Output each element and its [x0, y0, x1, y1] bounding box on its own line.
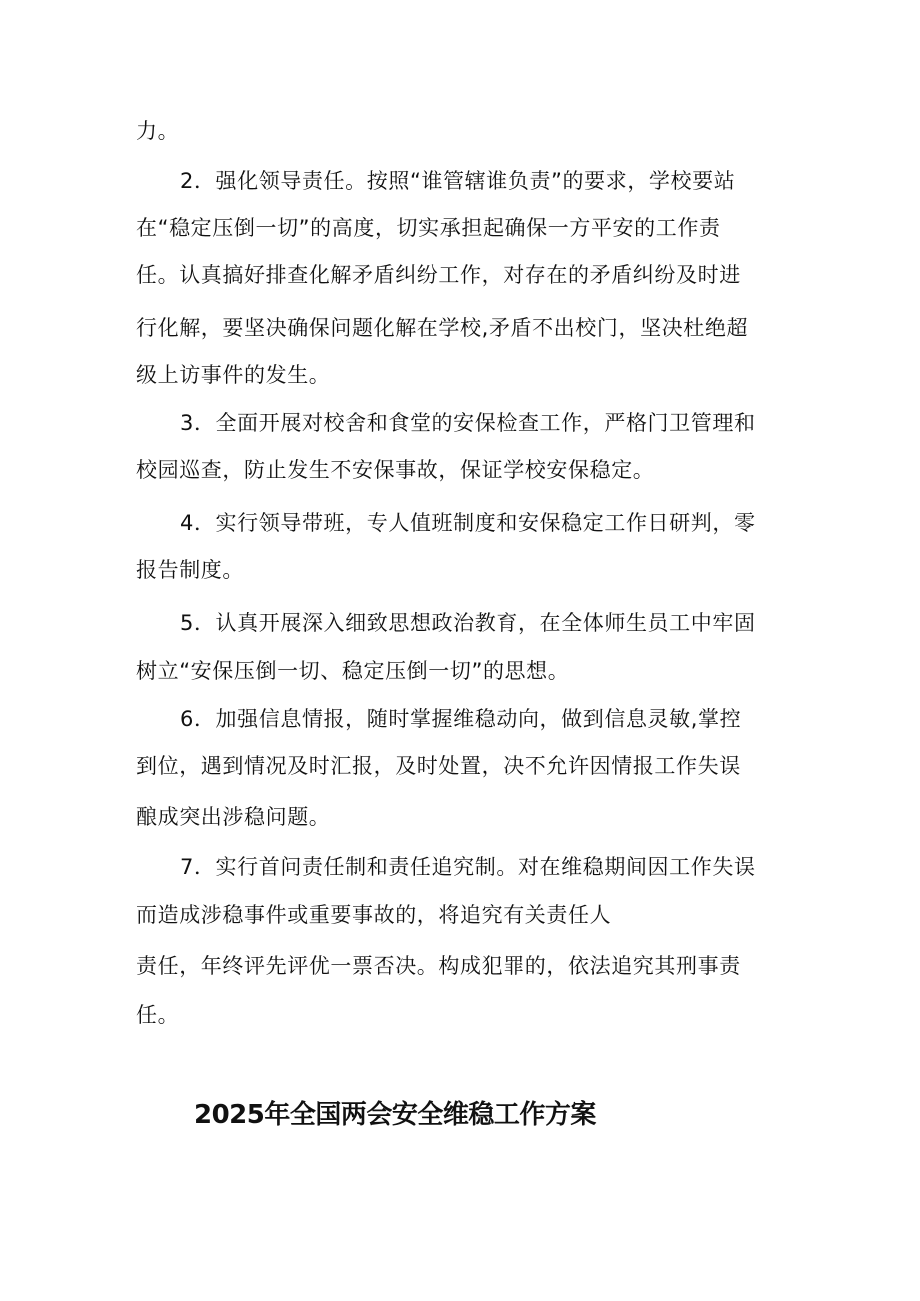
document-heading: 2025年全国两会安全维稳工作方案: [194, 1100, 596, 1130]
text-line-7: 3．全面开展对校舍和食堂的安保检查工作，严格门卫管理和: [180, 411, 756, 435]
text-line-5: 行化解，要坚决确保问题化解在学校,矛盾不出校门，坚决杜绝超: [136, 316, 749, 340]
text-line-1: 力。: [136, 119, 180, 143]
text-line-4: 任。认真搞好排查化解矛盾纠纷工作，对存在的矛盾纠纷及时进: [136, 263, 741, 287]
text-line-8: 校园巡查，防止发生不安保事故，保证学校安保稳定。: [136, 458, 655, 482]
text-line-12: 树立“安保压倒一切、稳定压倒一切”的思想。: [136, 659, 570, 683]
text-line-3: 在“稳定压倒一切”的高度，切实承担起确保一方平安的工作责: [136, 216, 721, 240]
text-line-9: 4．实行领导带班，专人值班制度和安保稳定工作日研判，零: [180, 511, 756, 535]
text-line-6: 级上访事件的发生。: [136, 363, 331, 387]
text-line-18: 责任，年终评先评优一票否决。构成犯罪的，依法追究其刑事责: [136, 954, 741, 978]
text-line-17: 而造成涉稳事件或重要事故的，将追究有关责任人: [136, 903, 612, 927]
text-line-19: 任。: [136, 1003, 180, 1027]
text-line-15: 酿成突出涉稳问题。: [136, 805, 331, 829]
text-line-2: 2．强化领导责任。按照“谁管辖谁负责”的要求，学校要站: [180, 169, 736, 193]
text-line-16: 7．实行首问责任制和责任追究制。对在维稳期间因工作失误: [180, 855, 756, 879]
text-line-14: 到位，遇到情况及时汇报，及时处置，决不允许因情报工作失误: [136, 754, 741, 778]
text-line-13: 6．加强信息情报，随时掌握维稳动向，做到信息灵敏,掌控: [180, 707, 742, 731]
text-line-11: 5．认真开展深入细致思想政治教育，在全体师生员工中牢固: [180, 611, 756, 635]
text-line-10: 报告制度。: [136, 558, 244, 582]
